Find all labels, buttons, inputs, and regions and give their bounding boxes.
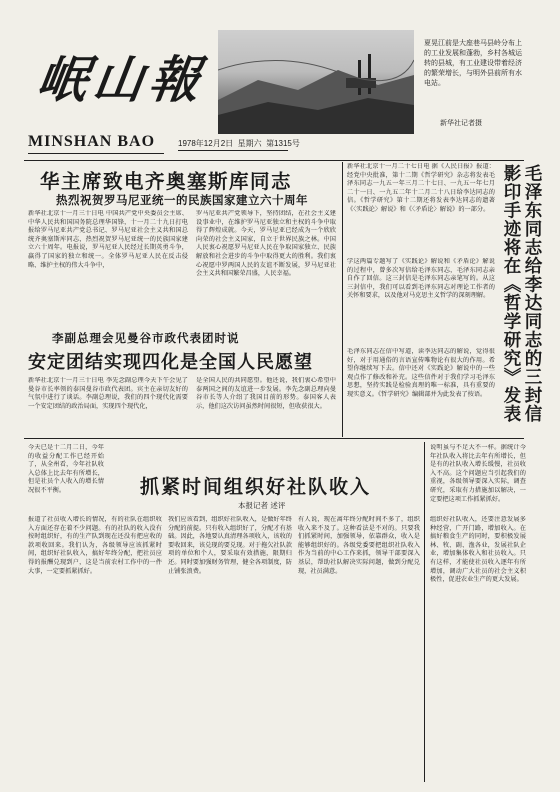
masthead-pinyin: MINSHAN BAO	[28, 133, 156, 150]
mao-col2: 学这两篇专题写了《实践论》解说和《矛盾论》解说的过程中，曾多次写信给毛泽东同志，毛泽东同志亲自作了回信。这三封信是毛泽东同志亲笔写的。从这三封信中，我们可以看到毛泽东同志对理论工作者的关怀和要求，以及他对马克思主义哲学的深刻理解。	[347, 258, 495, 300]
story3-headline: 抓紧时间组织好社队收入	[140, 476, 372, 498]
issue-number: 第1315号	[266, 139, 300, 148]
story3-col1: 报道了社员收入增长的情况，有的社队在组织收入方面还存在着不少问题。有的社队的收入没有按时组织好，有的生产队到现在还没有把应收的款项收回来。我们认为，各级领导应该抓紧时间，组织好社队收入，搞好年终分配，把社员应得的报酬兑现到户，这是当前农村工作中的一件大事，一定要抓紧抓好。	[28, 516, 162, 575]
story3-col2: 我们应该看到，组织好社队收入，是做好年终分配的前提。只有收入组织好了，分配才有基础。因此，各地要认真清理各项收入，该收的要收回来，该兑现的要兑现。对于拖欠社队款项的单位和个人，要采取有效措施，限期归还。同时要加强财务管理，健全各项制度，防止铺张浪费。	[168, 516, 292, 575]
story3-byline: 本报记者 述评	[238, 501, 286, 510]
story2-headline: 安定团结实现四化是全国人民愿望	[28, 352, 313, 373]
story1-col2: 罗马尼亚共产党领导下，坚持团结，在社会主义建设事业中，在维护罗马尼亚独立和主权的斗争中取得了辉煌成就。今天，罗马尼亚已经成为一个欣欣向荣的社会主义国家，自立于世界民族之林。中国人民衷心祝愿罗马尼亚人民在争取国家独立、民族解放和社会进步的斗争中取得更大的胜利。我们衷心祝愿中罗两国人民的友谊不断发展，罗马尼亚社会主义共和国繁荣昌盛，人民幸福。	[196, 210, 336, 278]
story2-col2: 是全国人民的共同愿望。他还说，我们衷心希望中泰两国之间的友谊进一步发展。李先念副总理向曼谷市长等人介绍了我国目前的形势。泰国客人表示，他们这次访问虽然时间很短，但收获很大。	[196, 377, 336, 410]
story3-intro: 今天已是十二月二日，今年的收益分配工作已经开始了，从全州看，今年社队收入总体上比去年有所增长，但是社员个人收入的增长情况很不平衡。	[28, 444, 104, 494]
mao-col1: 新华社北京十一月二十七日电 据《人民日报》报道：经党中央批准，第十二期《哲学研究》杂志将发表毛泽东同志一九五一年三月二十七日、一九五一年七月二十一日、一九五二年十二月二十八日给李达同志的信。《哲学研究》第十二期还将发表李达同志的遗著《〈实践论〉解说》和《〈矛盾论〉解说》的一部分。	[347, 163, 495, 213]
photo-credit: 新华社记者摄	[440, 119, 482, 127]
mao-left-rule	[342, 162, 343, 437]
top-rule	[24, 160, 524, 161]
mid-rule	[24, 438, 524, 439]
story2-kicker: 李副总理会见曼谷市政代表团时说	[52, 331, 240, 345]
front-photo	[218, 30, 414, 134]
story1-headline: 华主席致电齐奥塞斯库同志	[40, 170, 293, 193]
masthead-rule	[28, 153, 164, 154]
issue-underline	[178, 150, 288, 151]
issue-weekday: 星期六	[237, 139, 262, 148]
masthead-title: 岷山報	[33, 50, 210, 109]
photo-caption	[424, 38, 524, 108]
issue-date: 1978年12月2日	[178, 139, 234, 148]
photo-caption-text: 夏晃江前是大座巷马县岭分布上的工业发展和蓬勃，乡村各城运转的县城，有工业建设带着经济的繁荣增长，与明外县前所有水电站。	[424, 39, 522, 87]
story2-col1: 新华社北京十一月三十日电 李先念副总理今天下午会见了曼谷市长率领的泰国曼谷市政代表团。宾主在亲切友好的气氛中进行了谈话。李副总理说，我们的四个现代化需要一个安定团结的政治局面，实现四个现代化，	[28, 377, 188, 410]
story3-col4: 组织好社队收入，还要注意发展多种经营，广开门路，增加收入。在搞好粮食生产的同时，要积极发展林、牧、副、渔各业，发展社队企业，增加集体收入和社员收入。只有这样，才能使社员收入逐年有所增加，调动广大社员的社会主义积极性，促进农业生产的更大发展。	[430, 516, 526, 584]
story1-subhead: 热烈祝贺罗马尼亚统一的民族国家建立六十周年	[56, 193, 308, 207]
mao-headline: 毛泽东同志给李达同志的三封信影印手迹将在《哲学研究》发表	[501, 164, 542, 423]
story3-right-rule	[424, 442, 425, 782]
story3-col3: 有人说，现在离年终分配时间不多了，组织收入来不及了。这种看法是不对的。只要我们抓紧时间，加强领导，依靠群众，收入是能够组织好的。各级党委要把组织社队收入作为当前的中心工作来抓，领导干部要深入基层，帮助社队解决实际问题，做到分配兑现，社员满意。	[298, 516, 420, 575]
power-plant-photo	[218, 30, 414, 134]
story3-col5: 说明虽与不足大不一样。据统计今年社队收入将比去年有所增长，但是有的社队收入增长缓慢，社员收入不高。这个问题应当引起我们的重视，各级领导要深入实际，调查研究，采取有力措施加以解决，一定要把这项工作抓紧抓好。	[430, 444, 526, 503]
story1-col1: 新华社北京十一月三十日电 中国共产党中央委员会主席、中华人民共和国国务院总理华国锋，十一月二十九日打电报给罗马尼亚共产党总书记、罗马尼亚社会主义共和国总统齐奥塞斯库同志，热烈祝贺罗马尼亚统一的民族国家建立六十周年。电报说，罗马尼亚人民经过长期英勇斗争，赢得了国家的独立和统一。全体罗马尼亚人民在反击侵略、维护主权的伟大斗争中，	[28, 210, 188, 269]
issue-line	[178, 138, 300, 149]
mao-col3: 毛泽东同志在信中写道，读李达同志的解说，觉得很好，对于用通俗的言语宣传唯物论有很大的作用。希望你继续写下去。信中还对《实践论》解说中的一些观点作了修改和补充。这些信件对于我们学习毛泽东思想，坚持实践是检验真理的唯一标准，具有重要的现实意义。《哲学研究》编辑部并为此发表了按语。	[347, 348, 495, 398]
